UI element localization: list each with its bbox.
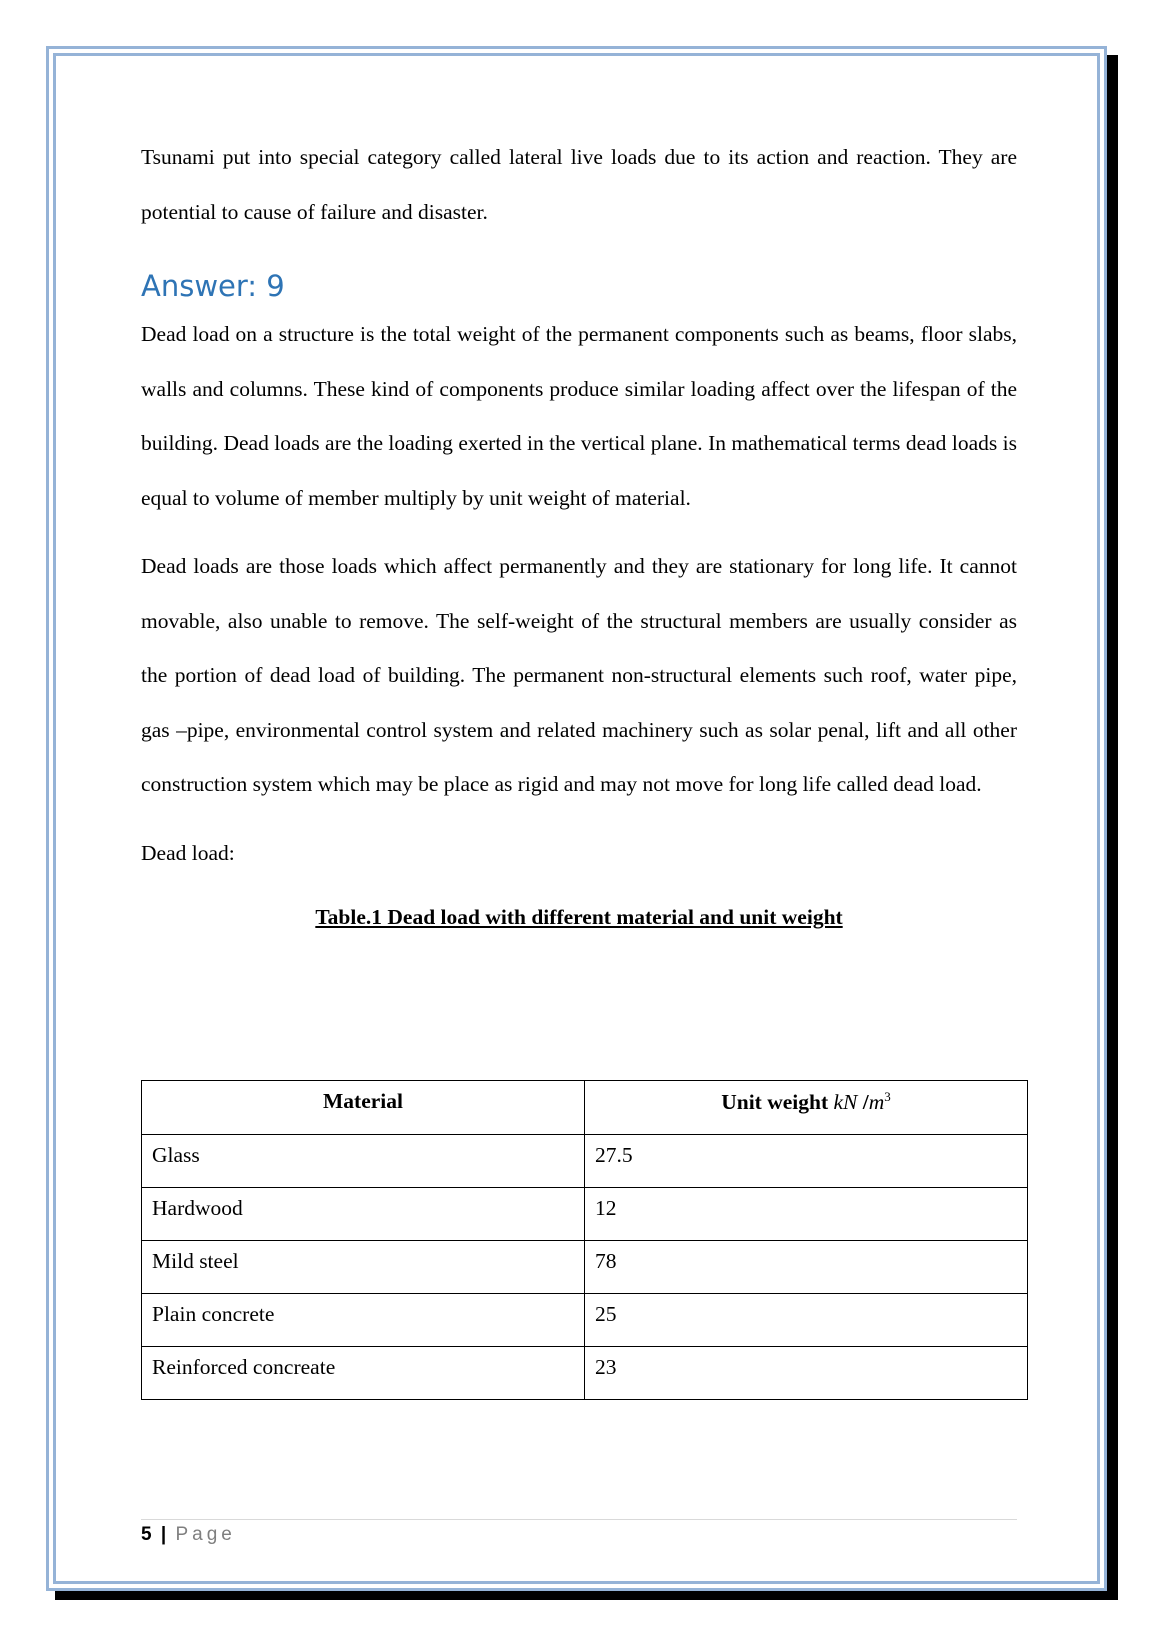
header-unit-weight-label: Unit weight <box>721 1090 829 1115</box>
paragraph-dead-load-definition: Dead load on a structure is the total weight of the permanent components such as beams, floor slabs, walls and columns. These kind of components produce similar loading affect over the lifespan of the building. Dead loads are the loading exerted in the vertical plane. In mathematical terms dead loads is equal to volume of member multiply by unit weight of material. <box>141 322 1017 510</box>
page-footer <box>141 1524 236 1546</box>
footer-divider <box>141 1519 1017 1520</box>
unit-m: m <box>868 1090 885 1115</box>
table-row <box>142 1135 1028 1188</box>
cell-material: Glass <box>142 1135 585 1188</box>
unit-kn: kN <box>833 1090 858 1115</box>
table-row <box>142 1347 1028 1400</box>
page-number: 5 <box>141 1524 152 1545</box>
paragraph-tsunami: Tsunami put into special category called lateral live loads due to its action and reaction. They are potential to cause of failure and disaster. <box>141 145 1017 224</box>
page-label: Page <box>175 1524 236 1545</box>
table-row <box>142 1294 1028 1347</box>
paragraph-dead-load-description: Dead loads are those loads which affect permanently and they are stationary for long life. It cannot movable, also unable to remove. The self-weight of the structural members are usually consider as the portion of dead load of building. The permanent non-structural elements such roof, water pipe, gas –pipe, environmental control system and related machinery such as solar penal, lift and all other construction system which may be place as rigid and may not move for long life called dead load. <box>141 554 1017 796</box>
document-body <box>141 130 1017 932</box>
table-caption: Table.1 Dead load with different material and unit weight <box>315 905 843 929</box>
cell-weight: 25 <box>585 1294 1028 1347</box>
answer-heading: Answer: 9 <box>141 269 285 303</box>
footer-separator: | <box>160 1524 167 1545</box>
table-row <box>142 1241 1028 1294</box>
cell-weight: 27.5 <box>585 1135 1028 1188</box>
header-material: Material <box>142 1081 585 1135</box>
table-row <box>142 1188 1028 1241</box>
cell-material: Hardwood <box>142 1188 585 1241</box>
cell-material: Mild steel <box>142 1241 585 1294</box>
unit-formula <box>834 1090 891 1114</box>
cell-material: Reinforced concreate <box>142 1347 585 1400</box>
cell-weight: 23 <box>585 1347 1028 1400</box>
unit-slash: / <box>862 1090 869 1115</box>
unit-exponent: 3 <box>884 1089 891 1104</box>
dead-load-table <box>141 1080 1028 1400</box>
cell-weight: 78 <box>585 1241 1028 1294</box>
cell-weight: 12 <box>585 1188 1028 1241</box>
paragraph-dead-load-label: Dead load: <box>141 840 235 865</box>
header-unit-weight <box>585 1081 1028 1135</box>
cell-material: Plain concrete <box>142 1294 585 1347</box>
table-header-row <box>142 1081 1028 1135</box>
